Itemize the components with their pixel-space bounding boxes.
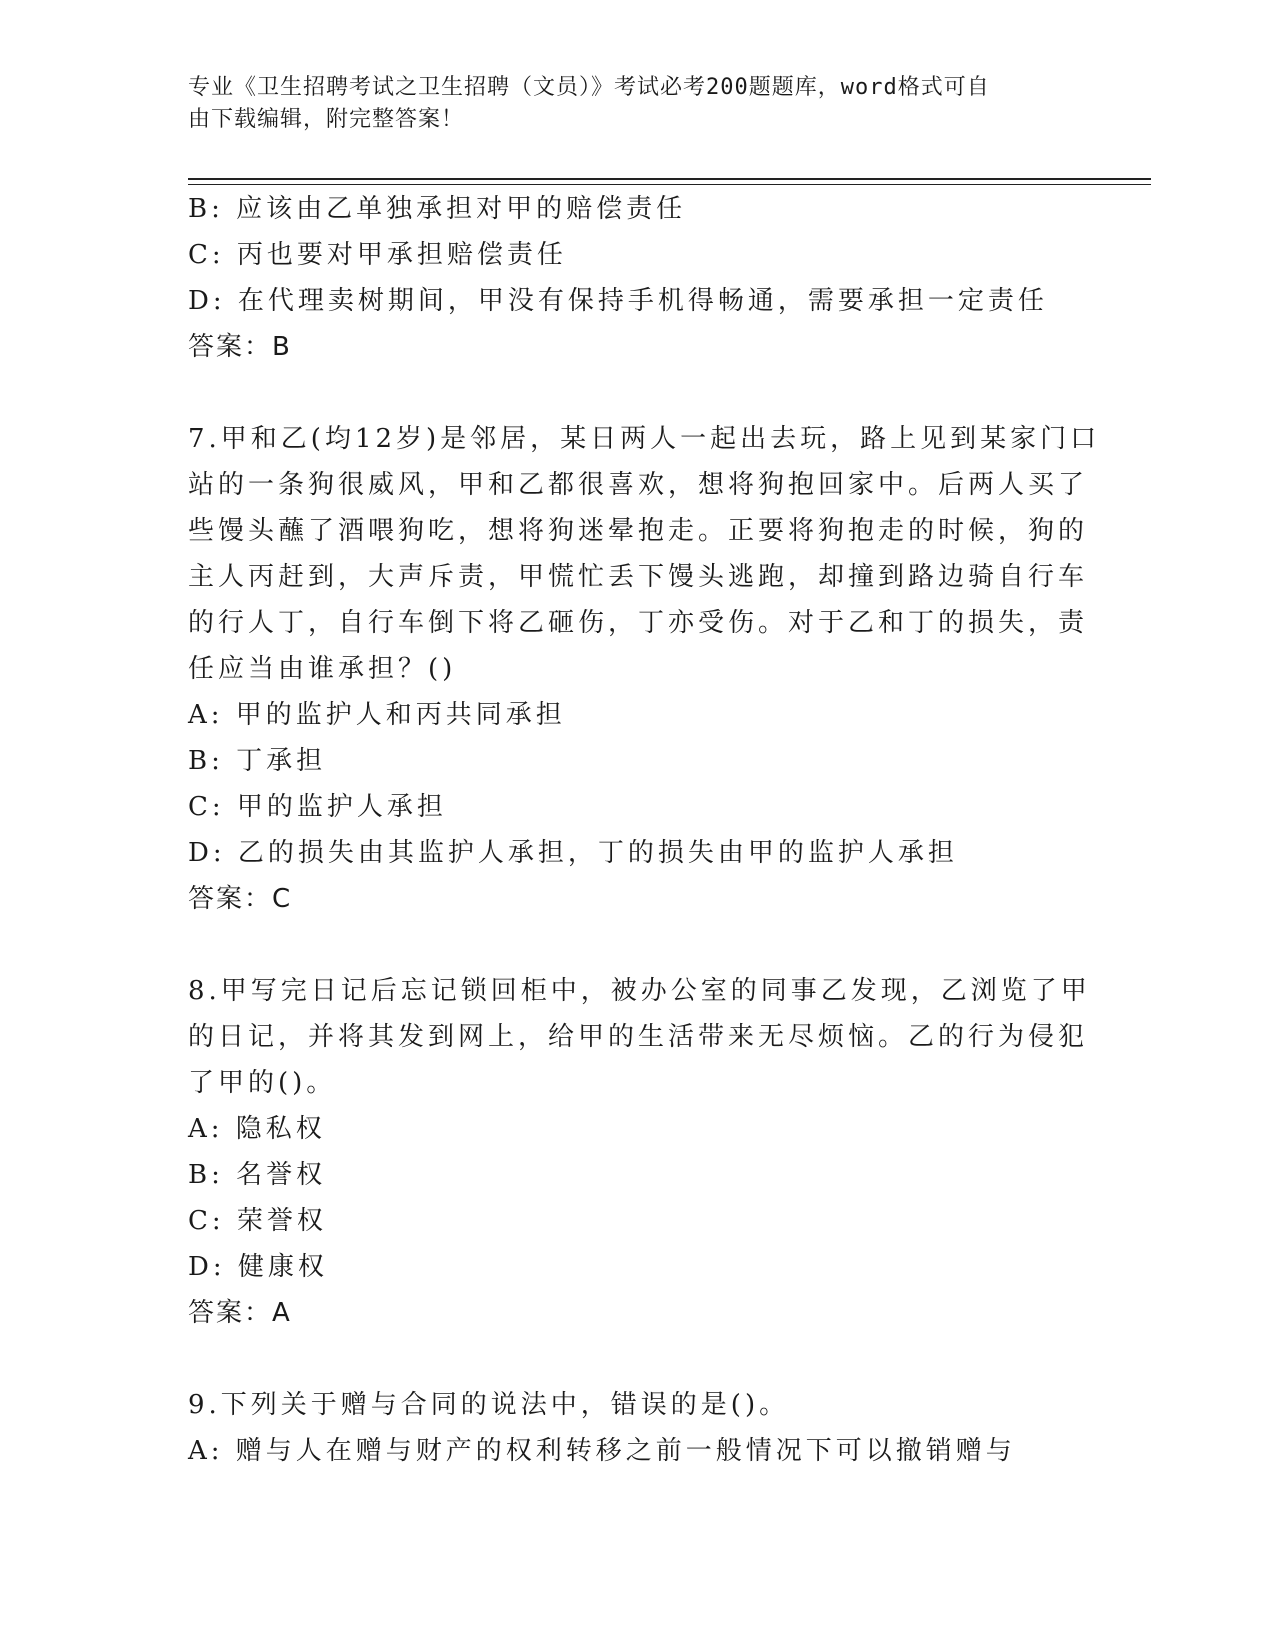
question-text-line: 8.甲写完日记后忘记锁回柜中，被办公室的同事乙发现，乙浏览了甲 [188, 976, 1091, 1006]
question-text-line: 任应当由谁承担？() [188, 654, 457, 684]
option-line: C: 甲的监护人承担 [188, 792, 447, 822]
option-line: B: 丁承担 [188, 746, 327, 776]
option-line: C: 丙也要对甲承担赔偿责任 [188, 240, 567, 270]
option-line: D: 健康权 [188, 1252, 328, 1282]
header-line-1: 专业《卫生招聘考试之卫生招聘（文员）》考试必考200题题库，word格式可自 [188, 75, 990, 100]
spacer [188, 370, 1068, 416]
option-line: A: 隐私权 [188, 1114, 326, 1144]
option-line: A: 赠与人在赠与财产的权利转移之前一般情况下可以撤销赠与 [188, 1436, 1016, 1466]
question-text-line: 7.甲和乙(均12岁)是邻居，某日两人一起出去玩，路上见到某家门口 [188, 424, 1101, 454]
question-8 [188, 968, 1091, 1336]
document-header [188, 72, 1068, 136]
question-text-line: 些馒头蘸了酒喂狗吃，想将狗迷晕抱走。正要将狗抱走的时候，狗的 [188, 516, 1089, 546]
answer-line: 答案：C [188, 884, 293, 914]
option-line: B: 应该由乙单独承担对甲的赔偿责任 [188, 194, 687, 224]
header-divider-thin [188, 184, 1151, 185]
answer-line: 答案：A [188, 1298, 292, 1328]
continued-question [188, 186, 1068, 370]
question-text-line: 站的一条狗很威风，甲和乙都很喜欢，想将狗抱回家中。后两人买了 [188, 470, 1089, 500]
header-line-2: 由下载编辑，附完整答案！ [188, 107, 465, 132]
option-line: D: 在代理卖树期间，甲没有保持手机得畅通，需要承担一定责任 [188, 286, 1048, 316]
question-text-line: 的行人丁，自行车倒下将乙砸伤，丁亦受伤。对于乙和丁的损失，责 [188, 608, 1089, 638]
spacer [188, 922, 1068, 968]
answer-line: 答案：B [188, 332, 292, 362]
option-line: D: 乙的损失由其监护人承担，丁的损失由甲的监护人承担 [188, 838, 958, 868]
question-7 [188, 416, 1101, 922]
question-text-line: 的日记，并将其发到网上，给甲的生活带来无尽烦恼。乙的行为侵犯 [188, 1022, 1089, 1052]
spacer [188, 1336, 1068, 1382]
question-9 [188, 1382, 1068, 1474]
option-line: C: 荣誉权 [188, 1206, 327, 1236]
option-line: B: 名誉权 [188, 1160, 327, 1190]
question-content [188, 186, 1101, 1474]
question-text-line: 主人丙赶到，大声斥责，甲慌忙丢下馒头逃跑，却撞到路边骑自行车 [188, 562, 1089, 592]
question-text-line: 9.下列关于赠与合同的说法中，错误的是()。 [188, 1390, 790, 1420]
question-text-line: 了甲的()。 [188, 1068, 337, 1098]
option-line: A: 甲的监护人和丙共同承担 [188, 700, 566, 730]
header-divider-thick [188, 178, 1151, 180]
